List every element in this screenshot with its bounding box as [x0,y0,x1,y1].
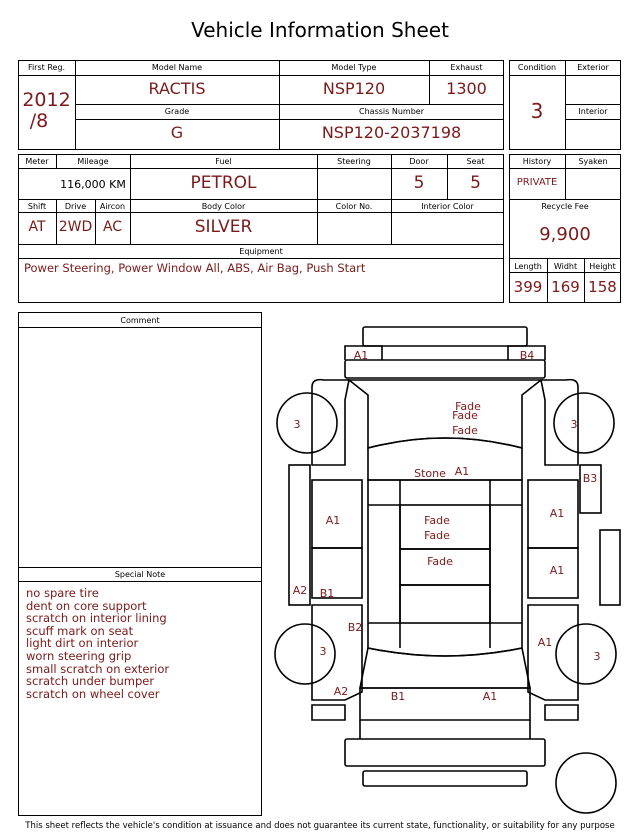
chassis-number-label: Chassis Number [359,107,424,116]
interior-color-label: Interior Color [421,202,474,211]
list-item: small scratch on exterior [26,661,170,676]
comment-label: Comment [120,316,160,325]
list-item: scratch under bumper [26,674,155,689]
damage-mark: A1 [482,690,498,703]
damage-mark: A1 [549,507,565,520]
height-value: 158 [588,278,617,296]
special-notes-list [26,587,169,700]
exterior-label: Exterior [577,63,609,72]
damage-mark: A2 [292,584,308,597]
width-label: Widht [553,262,578,271]
exhaust-label: Exhaust [450,63,483,72]
list-item: scratch on wheel cover [26,686,160,701]
first-reg-month: /8 [29,110,49,132]
body-color-value: SILVER [194,217,253,237]
grade-value: G [170,123,184,142]
damage-mark: 3 [293,418,301,431]
mileage-value: 116,000 KM [60,178,126,191]
steering-label: Steering [337,157,371,166]
equipment-label: Equipment [239,247,283,256]
seat-label: Seat [466,157,485,166]
drive-label: Drive [64,202,87,211]
syaken-label: Syaken [578,157,608,166]
shift-value: AT [28,219,46,235]
damage-mark: 3 [319,645,327,658]
list-item: scratch on interior lining [26,611,167,626]
damage-mark: B4 [519,349,535,362]
drive-value: 2WD [58,219,93,235]
length-label: Length [514,262,542,271]
seat-value: 5 [470,173,481,193]
comment-box [18,312,262,816]
list-item: worn steering grip [26,648,132,663]
exhaust-value: 1300 [446,79,487,98]
damage-mark: Fade [452,409,478,422]
damage-mark: A1 [353,349,369,362]
length-value: 399 [513,278,543,296]
color-no-label: Color No. [335,202,373,211]
condition-label: Condition [517,63,557,72]
history-value: PRIVATE [516,177,558,188]
damage-mark: 3 [593,650,601,663]
damage-mark: Fade [427,555,453,568]
meter-label: Meter [25,157,49,166]
interior-label: Interior [578,107,608,116]
damage-mark: Fade [424,529,450,542]
fuel-label: Fuel [215,157,232,166]
special-note-label: Special Note [114,570,166,579]
grade-label: Grade [164,107,190,116]
height-label: Height [589,262,616,271]
list-item: dent on core support [26,598,147,613]
damage-mark: B1 [390,690,406,703]
damage-mark: A2 [333,685,349,698]
damage-mark: Stone [414,467,446,480]
body-color-label: Body Color [201,202,246,211]
model-type-label: Model Type [331,63,377,72]
recycle-fee-label: Recycle Fee [541,202,589,211]
recycle-fee-value: 9,900 [539,224,591,245]
first-reg-year: 2012 [22,89,71,111]
fuel-value: PETROL [190,173,257,193]
damage-mark: A1 [537,636,553,649]
mileage-label: Mileage [77,157,109,166]
list-item: light dirt on interior [26,636,139,651]
damage-mark: B1 [319,587,335,600]
equipment-value: Power Steering, Power Window All, ABS, Air Bag, Push Start [24,261,366,275]
damage-mark: Fade [452,424,478,437]
model-name-label: Model Name [151,63,203,72]
damage-mark: Fade [455,400,481,413]
damage-mark: 3 [570,418,578,431]
damage-mark: Fade [424,514,450,527]
damage-mark: A1 [325,514,341,527]
aircon-label: Aircon [99,202,126,211]
list-item: scuff mark on seat [26,623,134,638]
model-type-value: NSP120 [322,79,386,98]
aircon-value: AC [102,219,123,235]
car-damage-diagram [270,320,635,820]
chassis-number-value: NSP120-2037198 [321,123,462,142]
width-value: 169 [551,278,580,296]
damage-mark: B3 [582,472,598,485]
damage-mark: B2 [347,621,363,634]
disclaimer-footer: This sheet reflects the vehicle's condition at issuance and does not guarantee its current state, functionality, or suitability for any purpose [25,821,615,831]
history-label: History [522,157,552,166]
door-label: Door [409,157,429,166]
damage-mark: A1 [549,564,565,577]
page-title: Vehicle Information Sheet [191,18,449,42]
damage-mark: A1 [454,465,470,478]
condition-value: 3 [530,99,544,123]
list-item: no spare tire [26,586,99,600]
first-reg-label: First Reg. [27,63,66,72]
door-value: 5 [413,173,425,193]
model-name-value: RACTIS [148,79,206,98]
shift-label: Shift [27,202,47,211]
